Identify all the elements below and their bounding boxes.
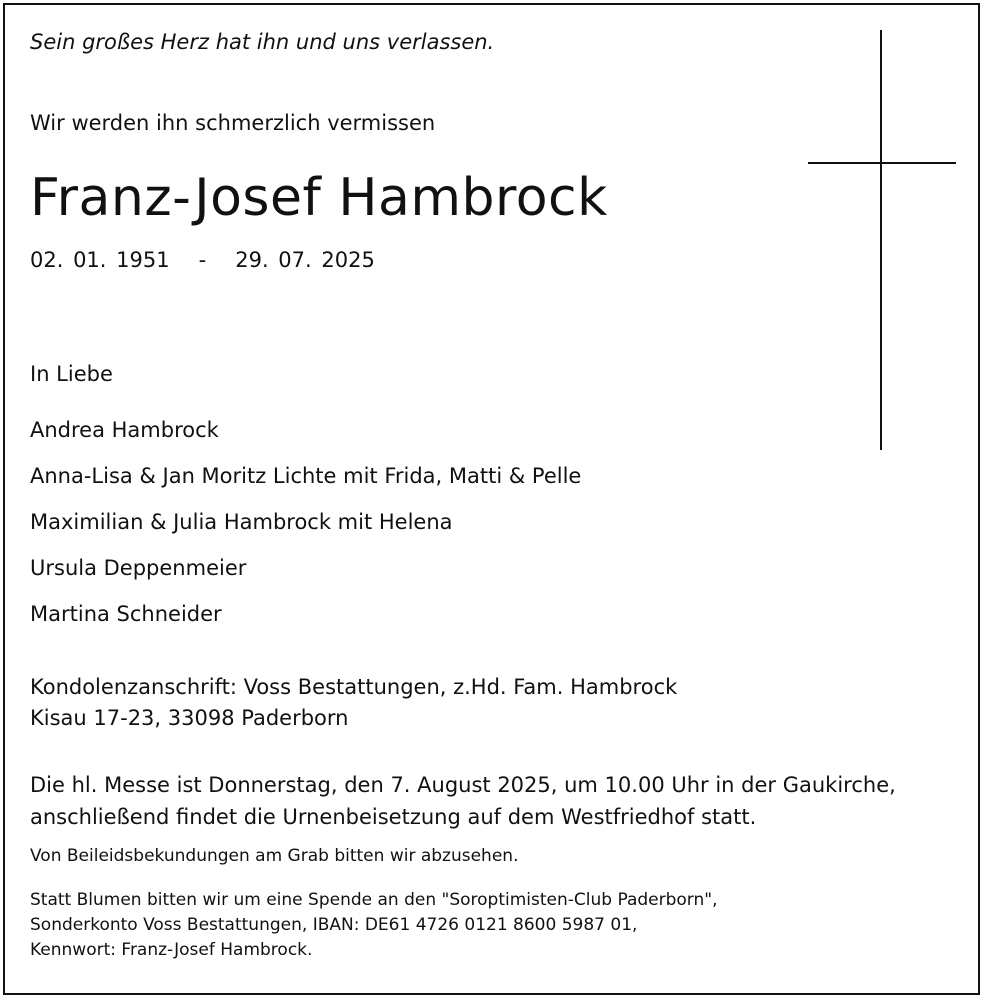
donation-line-1: Statt Blumen bitten wir um eine Spende an den "Soroptimisten-Club Paderborn",	[30, 890, 718, 910]
grave-note: Von Beileidsbekundungen am Grab bitten wir abzusehen.	[30, 846, 519, 866]
condolence-address	[30, 672, 677, 734]
cross-vertical-bar	[880, 30, 882, 450]
mourner-item: Martina Schneider	[30, 602, 222, 626]
service-info	[30, 769, 896, 833]
condolence-line-2: Kisau 17-23, 33098 Paderborn	[30, 706, 349, 730]
mourner-item: Maximilian & Julia Hambrock mit Helena	[30, 510, 453, 534]
life-dates: 02. 01. 1951 - 29. 07. 2025	[30, 248, 375, 272]
love-line: In Liebe	[30, 362, 113, 386]
donation-info	[30, 888, 718, 963]
motto: Sein großes Herz hat ihn und uns verlassen.	[30, 30, 495, 54]
cross-horizontal-bar	[808, 162, 956, 164]
mourner-item: Anna-Lisa & Jan Moritz Lichte mit Frida, Matti & Pelle	[30, 464, 582, 488]
mourner-item: Ursula Deppenmeier	[30, 556, 247, 580]
mourners-list	[30, 418, 581, 648]
mourner-item: Andrea Hambrock	[30, 418, 219, 442]
service-line-2: anschließend findet die Urnenbeisetzung auf dem Westfriedhof statt.	[30, 805, 757, 829]
deceased-name: Franz-Josef Hambrock	[30, 168, 608, 228]
donation-line-2: Sonderkonto Voss Bestattungen, IBAN: DE61 4726 0121 8600 5987 01,	[30, 915, 638, 935]
service-line-1: Die hl. Messe ist Donnerstag, den 7. August 2025, um 10.00 Uhr in der Gaukirche,	[30, 773, 896, 797]
subtitle: Wir werden ihn schmerzlich vermissen	[30, 111, 436, 135]
donation-line-3: Kennwort: Franz-Josef Hambrock.	[30, 940, 313, 960]
condolence-line-1: Kondolenzanschrift: Voss Bestattungen, z.Hd. Fam. Hambrock	[30, 675, 678, 699]
